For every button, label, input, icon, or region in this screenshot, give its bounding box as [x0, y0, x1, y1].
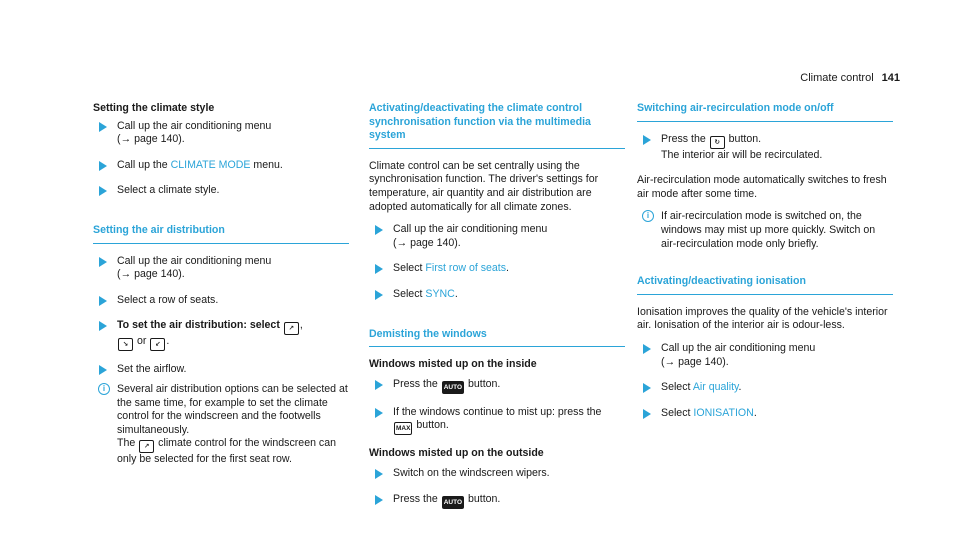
inside-subtitle: Windows misted up on the inside — [369, 358, 537, 371]
page-number: 141 — [881, 72, 900, 84]
arrow-icon — [99, 161, 107, 171]
step-item: If the windows continue to mist up: press the MAX button. — [369, 406, 625, 436]
step-item: Select First row of seats. — [369, 262, 625, 276]
info-icon: i — [642, 210, 654, 222]
outside-subtitle: Windows misted up on the outside — [369, 447, 544, 460]
sync-description: Climate control can be set centrally using the synchronisation function. The driver's settings for temperature, air quantity and air distribution are adopted automatically for all climate zones. — [369, 159, 599, 213]
step-item: Call up the air conditioning menu (→ page 140). — [637, 342, 893, 369]
arrow-icon — [99, 186, 107, 196]
arrow-icon — [375, 264, 383, 274]
ionisation-description: Ionisation improves the quality of the vehicle's interior air. Ionisation of the interior air is odour-less. — [637, 305, 888, 332]
air-distribution-title: Setting the air distribution — [93, 224, 349, 244]
page-reference: (→ page 140). — [393, 236, 461, 249]
demisting-title: Demisting the windows — [369, 328, 625, 348]
max-defrost-button-icon: MAX — [394, 422, 412, 435]
auto-button-icon: AUTO — [442, 381, 464, 394]
auto-button-icon: AUTO — [442, 496, 464, 509]
arrow-icon — [99, 296, 107, 306]
info-icon: i — [98, 383, 110, 395]
step-item: Select a row of seats. — [93, 294, 349, 308]
arrow-icon — [643, 135, 651, 145]
step-item: To set the air distribution: select ↗ , ↘ or ↙ . — [93, 319, 349, 351]
arrow-icon — [375, 469, 383, 479]
arrow-icon — [99, 321, 107, 331]
arrow-icon — [99, 257, 107, 267]
step-item: Call up the air conditioning menu (→ page 140). — [93, 255, 349, 282]
windscreen-airflow-icon: ↗ — [139, 440, 154, 453]
arrow-icon — [99, 365, 107, 375]
section-title: Climate control — [800, 72, 874, 84]
step-item: Press the ↻ button. The interior air will be recirculated. — [637, 133, 893, 163]
info-note: i If air-recirculation mode is switched on, the windows may mist up more quickly. Switch on air-recirculation mode only briefly. — [637, 210, 893, 251]
column-left — [93, 102, 349, 477]
footwell-airflow-icon: ↙ — [150, 338, 165, 351]
climate-style-title: Setting the climate style — [93, 102, 215, 114]
face-airflow-icon: ↘ — [118, 338, 133, 351]
step-item: Switch on the windscreen wipers. — [369, 467, 625, 481]
recirculation-description: Air-recirculation mode automatically switches to fresh air mode after some time. — [637, 174, 887, 200]
arrow-icon — [643, 409, 651, 419]
step-item: Call up the air conditioning menu (→ page 140). — [93, 120, 349, 147]
step-item: Call up the air conditioning menu (→ page 140). — [369, 223, 625, 250]
arrow-icon — [643, 344, 651, 354]
page-header — [800, 72, 900, 86]
step-item: Select IONISATION. — [637, 407, 893, 421]
windscreen-airflow-icon: ↗ — [284, 322, 299, 335]
step-item: Set the airflow. — [93, 363, 349, 377]
column-right — [637, 102, 893, 432]
sync-label: SYNC — [425, 287, 455, 300]
page-reference: (→ page 140). — [661, 355, 729, 368]
arrow-icon — [375, 380, 383, 390]
climate-mode-menu-label: CLIMATE MODE — [170, 158, 251, 171]
ionisation-label: IONISATION — [693, 406, 754, 419]
recirculation-title: Switching air-recirculation mode on/off — [637, 102, 893, 122]
info-note: i Several air distribution options can be selected at the same time, for example to set the climate control for the windscreen and the footwells simultaneously. The ↗ climate control for the windscreen can only be selected for the first seat row. — [93, 383, 349, 467]
arrow-icon — [643, 383, 651, 393]
arrow-icon — [99, 122, 107, 132]
sync-title: Activating/deactivating the climate control synchronisation function via the multimedia system — [369, 102, 625, 149]
step-item: Press the AUTO button. — [369, 378, 625, 394]
page-reference: (→ page 140). — [117, 133, 185, 146]
arrow-icon — [375, 290, 383, 300]
air-quality-label: Air quality — [692, 381, 739, 394]
arrow-icon — [375, 495, 383, 505]
first-row-of-seats-label: First row of seats — [425, 262, 507, 275]
step-item: Select Air quality. — [637, 381, 893, 395]
step-item: Call up the CLIMATE MODE menu. — [93, 159, 349, 173]
arrow-icon — [375, 408, 383, 418]
column-middle — [369, 102, 625, 521]
ionisation-title: Activating/deactivating ionisation — [637, 275, 893, 295]
step-item: Select SYNC. — [369, 288, 625, 302]
step-item: Press the AUTO button. — [369, 493, 625, 509]
recirculation-button-icon: ↻ — [710, 136, 725, 149]
page-reference: (→ page 140). — [117, 268, 185, 281]
step-item: Select a climate style. — [93, 184, 349, 198]
arrow-icon — [375, 225, 383, 235]
